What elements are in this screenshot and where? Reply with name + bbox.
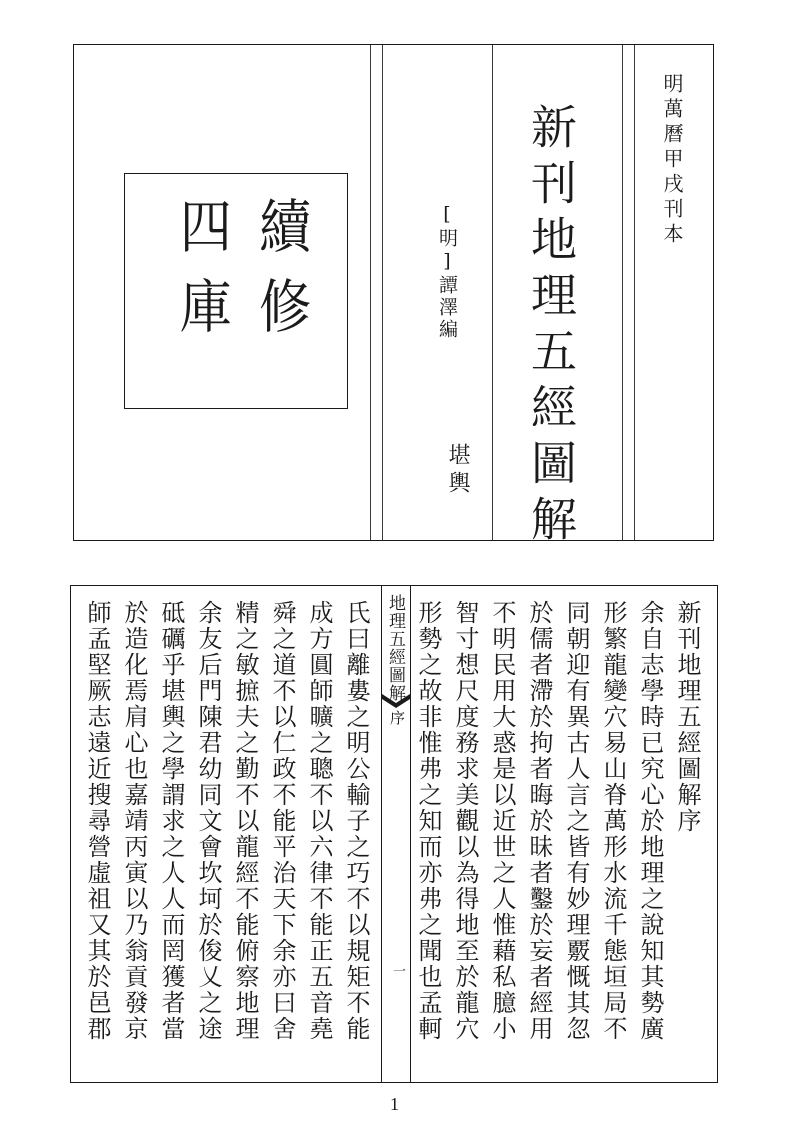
- text-column: 智寸想尺度務求美觀以為得地至於龍穴: [451, 600, 479, 1042]
- author-name: 譚澤編: [436, 275, 458, 341]
- category-label: 堪輿: [445, 443, 470, 499]
- text-column: 於儒者滯於拘者晦於昧者鑿於妄者經用: [525, 600, 553, 1042]
- text-column: 師孟堅厥志遠近搜尋營虛祖又其於邑郡: [83, 600, 111, 1042]
- seal-column-left: 四庫: [170, 196, 232, 356]
- column-rule: [622, 45, 623, 540]
- page-number: 1: [390, 1094, 399, 1114]
- author-dynasty: 明: [436, 228, 458, 250]
- text-column: 余友后門陳君幼同文會坎坷於俊乂之途: [194, 600, 222, 1042]
- fish-tail-icon: [382, 694, 410, 708]
- seal-column-right: 續修: [250, 196, 312, 356]
- text-column: 形勢之故非惟弗之知而亦弗之聞也孟軻: [414, 600, 442, 1042]
- column-rule: [634, 45, 635, 540]
- column-rule: [492, 45, 493, 540]
- text-column: 砥礪乎堪輿之學謂求之人人而罔獲者當: [157, 600, 185, 1042]
- text-column: 余自志學時已究心於地理之說知其勢廣: [636, 600, 664, 1042]
- margin-section: 序: [388, 710, 406, 725]
- text-column: 氏曰離婁之明公輸子之巧不以規矩不能: [342, 600, 370, 1042]
- text-column: 同朝迎有異古人言之皆有妙理覈慨其忽: [562, 600, 590, 1042]
- column-rule: [382, 45, 383, 540]
- text-column: 成方圓師曠之聰不以六律不能正五音堯: [305, 600, 333, 1042]
- margin-leaf-number: 一: [390, 964, 405, 977]
- seal-box: [124, 173, 348, 409]
- page-margin-column: [381, 586, 411, 1082]
- author-line: [明]譚澤編: [436, 203, 458, 341]
- text-column: 精之敏摭夫之勤不以龍經不能俯察地理: [231, 600, 259, 1042]
- text-column: 於造化焉肩心也嘉靖丙寅以乃翁貢發京: [120, 600, 148, 1042]
- text-page-panel: [70, 585, 718, 1083]
- text-column: 新刊地理五經圖解序: [673, 600, 701, 834]
- text-column: 不明民用大惑是以近世之人惟藉私臆小: [488, 600, 516, 1042]
- edition-note: 明萬曆甲戌刊本: [660, 73, 684, 248]
- margin-title: 地理五經圖解: [385, 594, 405, 702]
- book-title: 新刊地理五經圖解: [524, 103, 578, 551]
- text-column: 形繁龍變穴易山脊萬形水流千態垣局不: [599, 600, 627, 1042]
- title-page-panel: [73, 44, 714, 551]
- column-rule: [370, 45, 371, 540]
- seal-text: [162, 196, 320, 408]
- text-column: 舜之道不以仁政不能平治天下余亦曰舍: [268, 600, 296, 1042]
